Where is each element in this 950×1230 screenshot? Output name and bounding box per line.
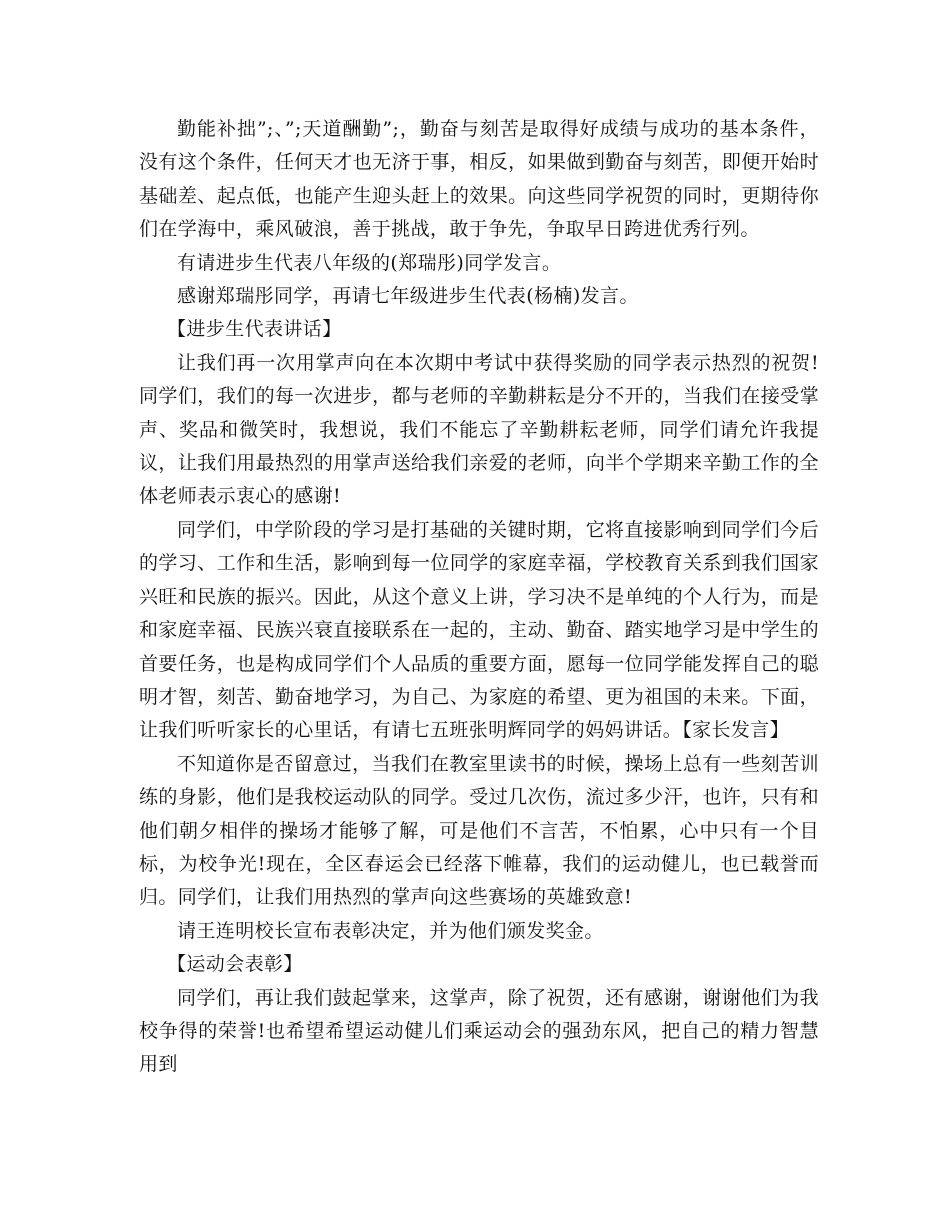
paragraph-diligence: 勤能补拙”;、”;天道酬勤”;，勤奋与刻苦是取得好成绩与成功的基本条件，没有这个条件，任何天才也无济于事，相反，如果做到勤奋与刻苦，即便开始时基础差、起点低，也能产生迎头赶上的效果。向这些同学祝贺的同时，更期待你们在学海中，乘风破浪，善于挑战，敢于争先，争取早日跨进优秀行列。	[139, 118, 819, 241]
paragraph-thank-teachers: 让我们再一次用掌声向在本次期中考试中获得奖励的同学表示热烈的祝贺!同学们，我们的每一次进步，都与老师的辛勤耕耘是分不开的，当我们在接受掌声、奖品和微笑时，我想说，我们不能忘了辛勤耕耘老师，同学们请允许我提议，让我们用最热烈的用掌声送给我们亲爱的老师，向半个学期来辛勤工作的全体老师表示衷心的感谢!	[139, 351, 819, 508]
paragraph-middle-school-study: 同学们，中学阶段的学习是打基础的关键时期，它将直接影响到同学们今后的学习、工作和生活，影响到每一位同学的家庭幸福，学校教育关系到我们国家兴旺和民族的振兴。因此，从这个意义上讲，学习决不是单纯的个人行为，而是和家庭幸福、民族兴衰直接联系在一起的，主动、勤奋、踏实地学习是中学生的首要任务，也是构成同学们个人品质的重要方面，愿每一位同学能发挥自己的聪明才智，刻苦、勤奋地学习，为自己、为家庭的希望、更为祖国的未来。下面，让我们听听家长的心里话，有请七五班张明辉同学的妈妈讲话。【家长发言】	[139, 518, 819, 742]
paragraph-sports-team: 不知道你是否留意过，当我们在教室里读书的时候，操场上总有一些刻苦训练的身影，他们是我校运动队的同学。受过几次伤，流过多少汗，也许，只有和他们朝夕相伴的操场才能够了解，可是他们不言苦，不怕累，心中只有一个目标，为校争光!现在，全区春运会已经落下帷幕，我们的运动健儿，也已载誉而归。同学们，让我们用热烈的掌声向这些赛场的英雄致意!	[139, 752, 819, 909]
paragraph-applause: 同学们，再让我们鼓起掌来，这掌声，除了祝贺，还有感谢，谢谢他们为我校争得的荣誉!也希望希望运动健儿们乘运动会的强劲东风，把自己的精力智慧用到	[139, 986, 819, 1076]
paragraph-grade8-speaker: 有请进步生代表八年级的(郑瑞彤)同学发言。	[177, 251, 562, 274]
document-body	[139, 113, 819, 1082]
paragraph-grade7-speaker: 感谢郑瑞彤同学，再请七年级进步生代表(杨楠)发言。	[177, 285, 639, 308]
section-heading-progress-speech: 【进步生代表讲话】	[167, 318, 342, 341]
section-heading-sports-award: 【运动会表彰】	[167, 953, 303, 976]
paragraph-principal-award: 请王连明校长宣布表彰决定，并为他们颁发奖金。	[177, 919, 604, 942]
